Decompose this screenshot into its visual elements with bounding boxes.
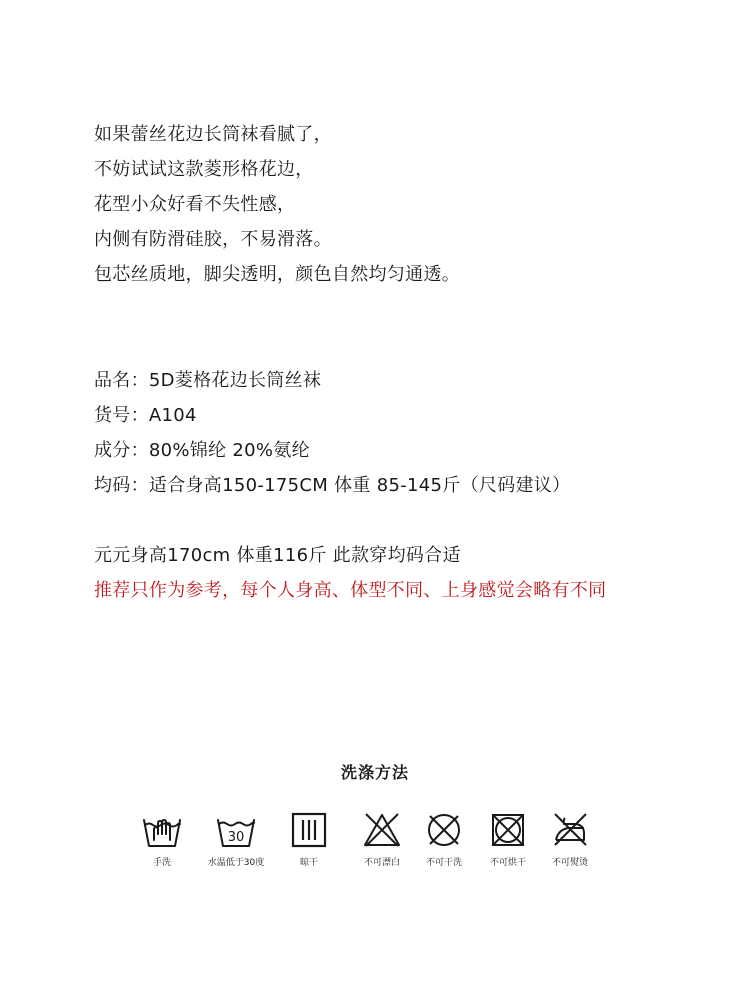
care-title: 洗涤方法	[340, 763, 409, 782]
care-label: 水温低于30度	[207, 858, 265, 868]
care-line-dry	[274, 810, 344, 869]
care-no-iron	[535, 810, 605, 869]
item-number: 货号：A104	[94, 405, 197, 426]
no-bleach-icon	[362, 810, 402, 850]
intro-line: 如果蕾丝花边长筒袜看腻了，	[94, 124, 332, 145]
care-no-bleach	[347, 810, 417, 869]
size-note	[94, 546, 606, 616]
care-label: 手洗	[152, 858, 171, 868]
care-wash-30	[201, 810, 271, 869]
product-name: 品名：5D菱格花边长筒丝袜	[94, 370, 322, 391]
care-label: 晾干	[299, 858, 318, 868]
product-specs	[94, 371, 570, 511]
care-label: 不可干洗	[425, 858, 462, 868]
composition: 成分：80%锦纶 20%氨纶	[94, 440, 310, 461]
no-iron-icon	[550, 810, 590, 850]
care-label: 不可漂白	[363, 858, 400, 868]
care-label: 不可熨烫	[551, 858, 588, 868]
care-hand-wash	[127, 810, 197, 869]
wash-temp-text: 30	[227, 830, 245, 845]
model-note: 元元身高170cm 体重116斤 此款穿均码合适	[94, 545, 461, 566]
no-dry-clean-icon	[424, 810, 464, 850]
disclaimer-note: 推荐只作为参考，每个人身高、体型不同、上身感觉会略有不同	[94, 580, 607, 601]
intro-line: 不妨试试这款菱形格花边，	[94, 159, 314, 180]
care-no-tumble-dry	[473, 810, 543, 869]
hand-wash-icon	[142, 810, 182, 850]
intro-text	[94, 125, 460, 300]
size-info: 均码：适合身高150-175CM 体重 85-145斤（尺码建议）	[94, 475, 571, 496]
care-label: 不可烘干	[489, 858, 526, 868]
line-dry-icon	[289, 810, 329, 850]
wash-30-icon	[216, 810, 256, 850]
care-no-dry-clean	[409, 810, 479, 869]
no-tumble-dry-icon	[488, 810, 528, 850]
intro-line: 包芯丝质地，脚尖透明，颜色自然均匀通透。	[94, 264, 460, 285]
intro-line: 花型小众好看不失性感，	[94, 194, 296, 215]
intro-line: 内侧有防滑硅胶，不易滑落。	[94, 229, 332, 250]
